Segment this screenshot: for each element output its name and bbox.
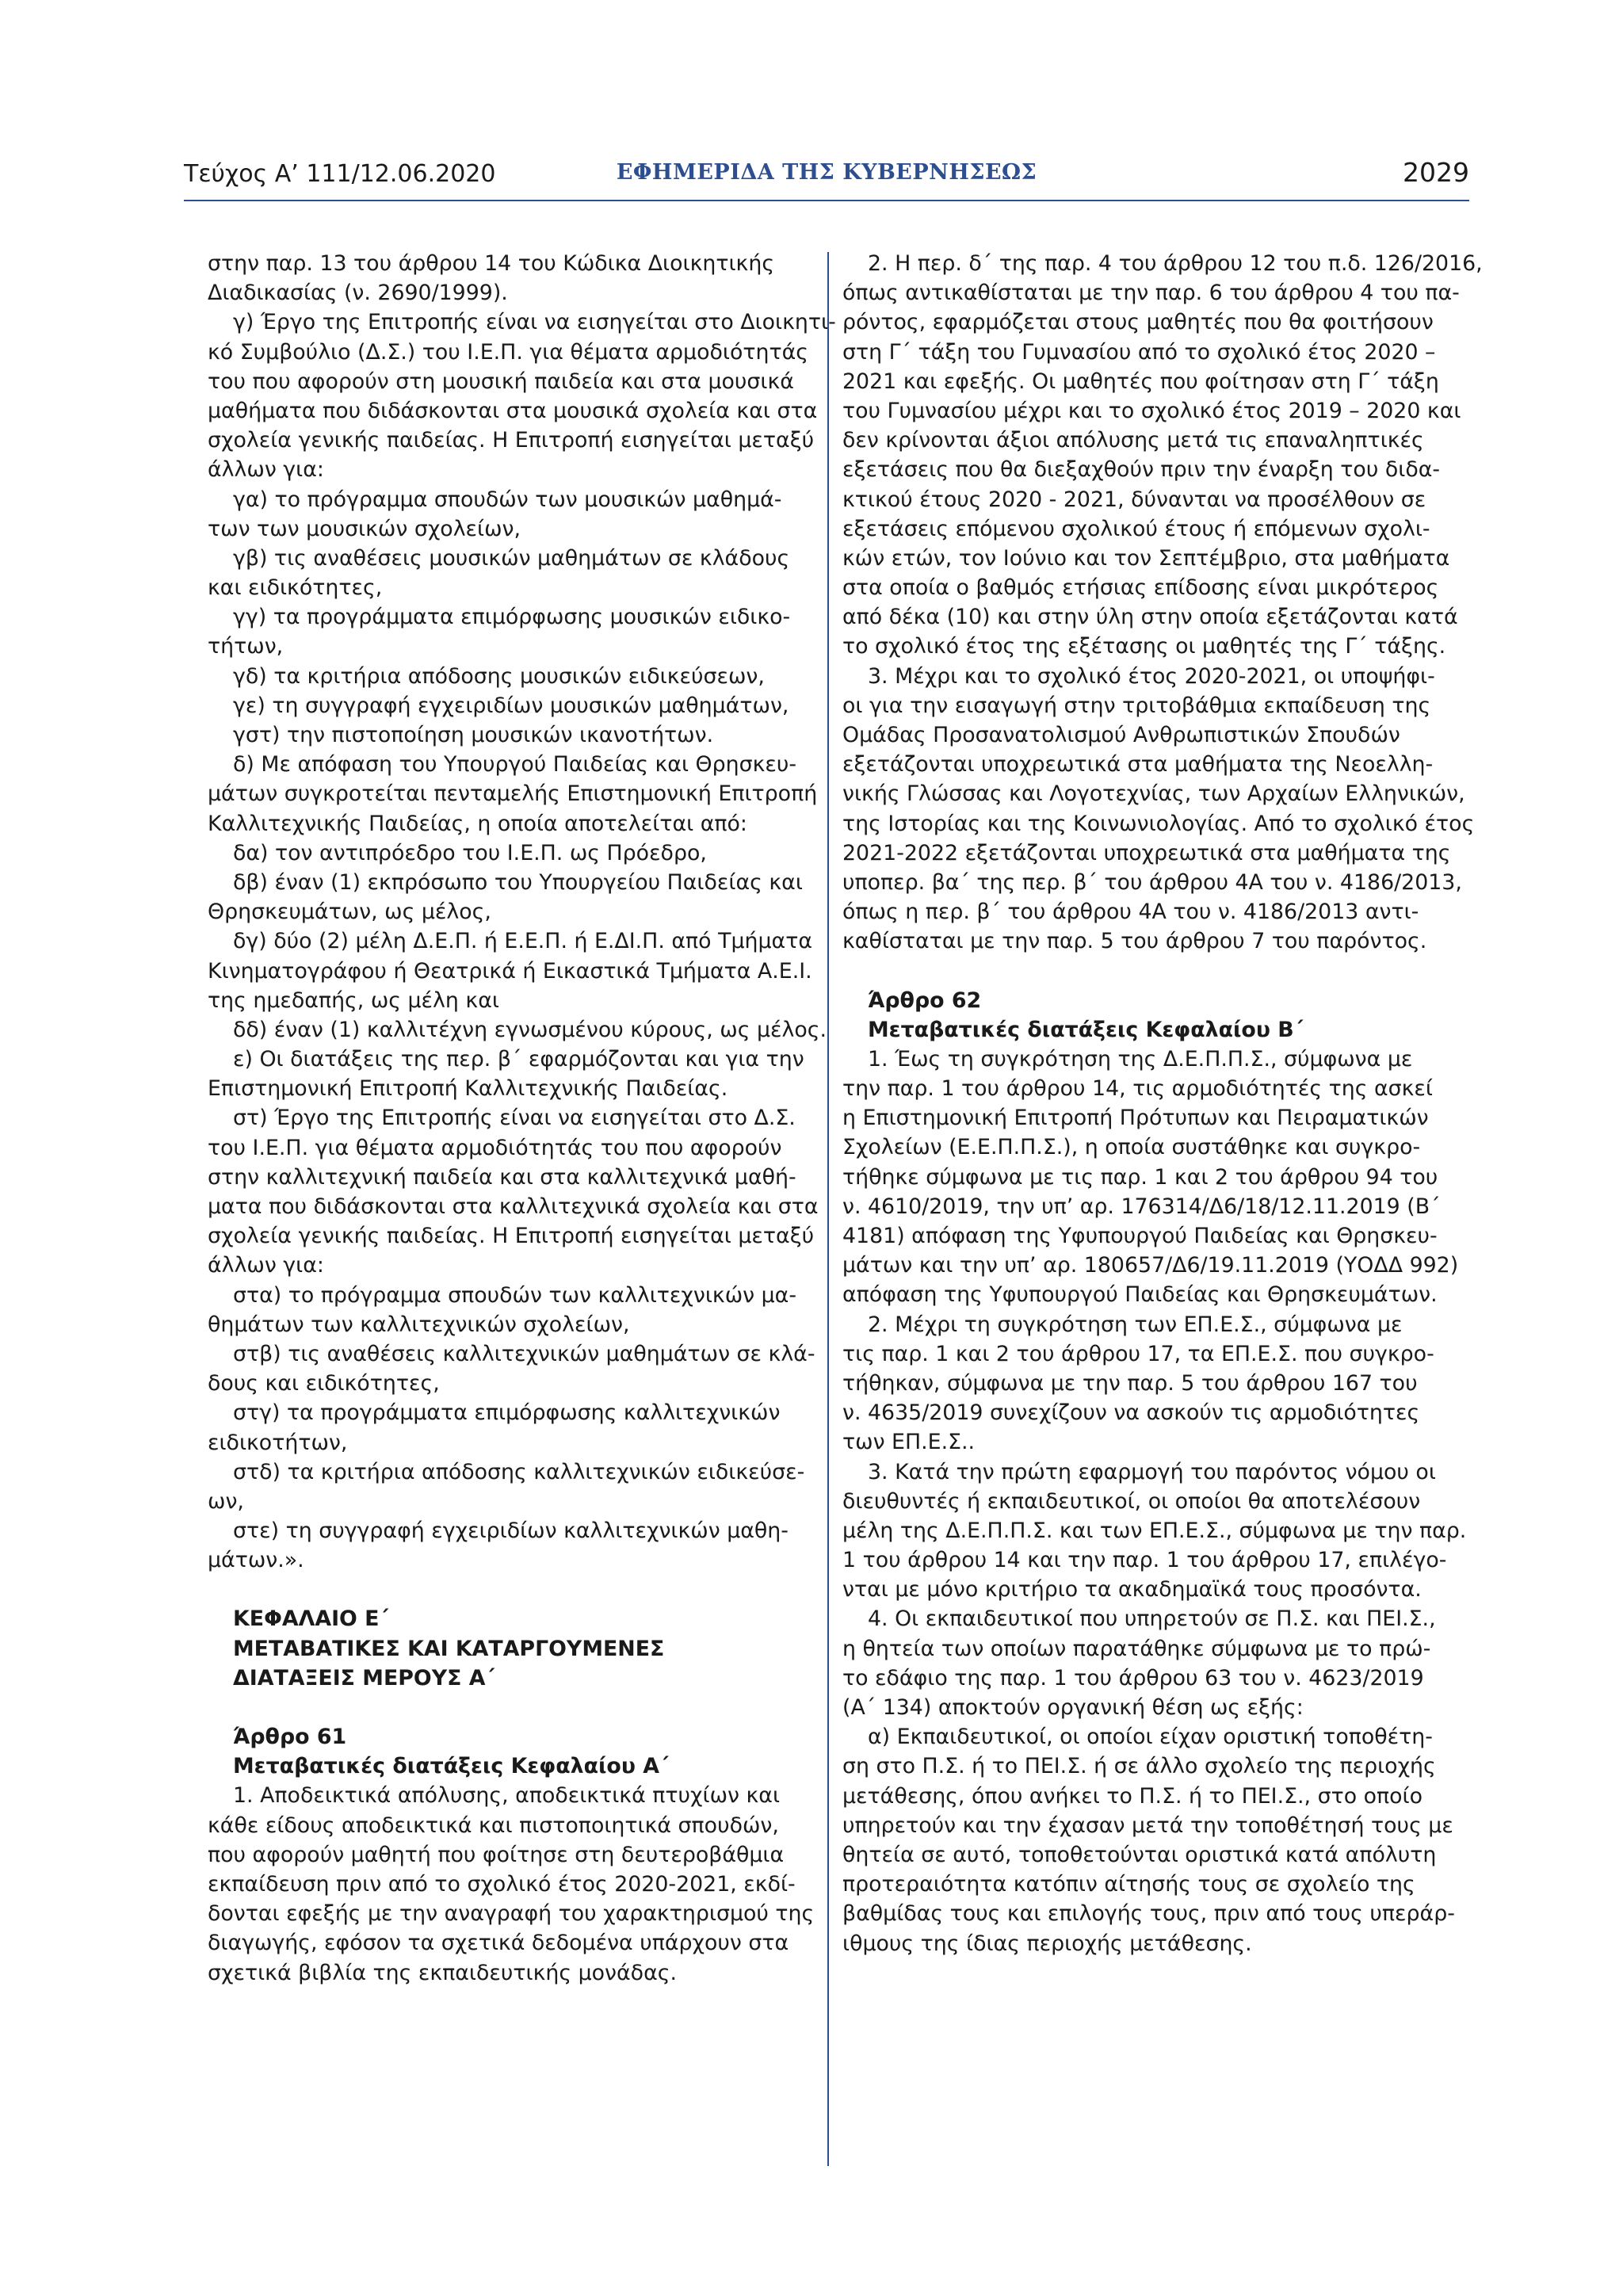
- text-line: σχολεία γενικής παιδείας. Η Επιτροπή εισηγείται μεταξύ: [208, 1224, 815, 1249]
- text-line: θημάτων των καλλιτεχνικών σχολείων,: [208, 1312, 630, 1337]
- text-line: όπως αντικαθίσταται με την παρ. 6 του άρθρου 4 του πα-: [842, 281, 1460, 306]
- text-line: μέλη της Δ.Ε.Π.Π.Σ. και των ΕΠ.Ε.Σ., σύμφωνα με την παρ.: [842, 1518, 1467, 1543]
- text-line: δ) Με απόφαση του Υπουργού Παιδείας και Θρησκευ-: [233, 752, 797, 777]
- spacer: [842, 957, 1446, 986]
- text-line: κό Συμβούλιο (Δ.Σ.) του Ι.Ε.Π. για θέματα αρμοδιότητάς: [208, 339, 808, 365]
- text-line: άλλων για:: [208, 457, 324, 483]
- text-line: δδ) έναν (1) καλλιτέχνη εγνωσμένου κύρους, ως μέλος.: [233, 1017, 827, 1042]
- text-line: α) Εκπαιδευτικοί, οι οποίοι είχαν οριστική τοποθέτη-: [868, 1725, 1433, 1750]
- text-line: στγ) τα προγράμματα επιμόρφωσης καλλιτεχνικών: [233, 1400, 781, 1426]
- text-line: Ομάδας Προσανατολισμού Ανθρωπιστικών Σπουδών: [842, 723, 1400, 747]
- section-heading: Μεταβατικές διατάξεις Κεφαλαίου Β΄: [868, 1017, 1304, 1042]
- text-line: στα) το πρόγραμμα σπουδών των καλλιτεχνικών μα-: [233, 1282, 797, 1308]
- text-line: στην παρ. 13 του άρθρου 14 του Κώδικα Διοικητικής: [208, 251, 775, 276]
- text-line: Καλλιτεχνικής Παιδείας, η οποία αποτελείται από:: [208, 811, 747, 836]
- text-line: διαγωγής, εφόσον τα σχετικά δεδομένα υπάρχουν στα: [208, 1931, 789, 1956]
- text-line: το εδάφιο της παρ. 1 του άρθρου 63 του ν. 4623/2019: [842, 1665, 1424, 1690]
- text-line: εξετάζονται υποχρεωτικά στα μαθήματα της Νεοελλη-: [842, 752, 1434, 777]
- right-column: [842, 249, 1483, 1958]
- text-line: 1. Έως τη συγκρότηση της Δ.Ε.Π.Π.Σ., σύμφωνα με: [868, 1046, 1413, 1072]
- text-line: μετάθεσης, όπου ανήκει το Π.Σ. ή το ΠΕΙ.Σ., στο οποίο: [842, 1783, 1423, 1809]
- column-divider: [827, 252, 829, 2166]
- text-line: 1. Αποδεικτικά απόλυσης, αποδεικτικά πτυχίων και: [233, 1783, 781, 1809]
- text-line: γστ) την πιστοποίηση μουσικών ικανοτήτων.: [233, 723, 714, 747]
- text-line: και ειδικότητες,: [208, 575, 383, 601]
- issue-label: Τεύχος Α’ 111/12.06.2020: [184, 160, 496, 188]
- section-heading: ΜΕΤΑΒΑΤΙΚΕΣ ΚΑΙ ΚΑΤΑΡΓΟΥΜΕΝΕΣ: [233, 1636, 665, 1661]
- text-line: μάτων και την υπ’ αρ. 180657/Δ6/19.11.2019 (ΥΟΔΔ 992): [842, 1253, 1459, 1278]
- text-line: υποπερ. βα΄ της περ. β΄ του άρθρου 4Α του ν. 4186/2013,: [842, 869, 1462, 895]
- text-line: τήτων,: [208, 634, 284, 659]
- text-line: γα) το πρόγραμμα σπουδών των μουσικών μαθημά-: [233, 487, 782, 512]
- gazette-title: ΕΦΗΜΕΡΙΔΑ ΤΗΣ ΚΥΒΕΡΝΗΣΕΩΣ: [616, 160, 1037, 185]
- text-line: γδ) τα κριτήρια απόδοσης μουσικών ειδικεύσεων,: [233, 663, 765, 689]
- text-line: η Επιστημονική Επιτροπή Πρότυπων και Πειραματικών: [842, 1106, 1429, 1131]
- text-line: οι για την εισαγωγή στην τριτοβάθμια εκπαίδευση της: [842, 693, 1431, 718]
- section-heading: ΔΙΑΤΑΞΕΙΣ ΜΕΡΟΥΣ Α΄: [233, 1665, 495, 1690]
- text-line: μαθήματα που διδάσκονται στα μουσικά σχολεία και στα: [208, 398, 818, 423]
- text-line: εκπαίδευση πριν από το σχολικό έτος 2020-2021, εκδί-: [208, 1871, 796, 1897]
- text-line: διευθυντές ή εκπαιδευτικοί, οι οποίοι θα αποτελέσουν: [842, 1488, 1421, 1514]
- text-line: όπως η περ. β΄ του άρθρου 4Α του ν. 4186/2013 αντι-: [842, 900, 1419, 925]
- text-line: των των μουσικών σχολείων,: [208, 516, 521, 541]
- text-line: Θρησκευμάτων, ως μέλος,: [208, 900, 491, 925]
- text-line: νται με μόνο κριτήριο τα ακαδημαϊκά τους προσόντα.: [842, 1577, 1422, 1603]
- text-line: 2021-2022 εξετάζονται υποχρεωτικά στα μαθήματα της: [842, 840, 1451, 865]
- left-column: [208, 249, 836, 1988]
- text-line: ε) Οι διατάξεις της περ. β΄ εφαρμόζονται και για την: [233, 1047, 804, 1072]
- text-line: καθίσταται με την παρ. 5 του άρθρου 7 του παρόντος.: [842, 929, 1427, 954]
- text-line: σχετικά βιβλία της εκπαιδευτικής μονάδας.: [208, 1960, 677, 1985]
- text-line: ματα που διδάσκονται στα καλλιτεχνικά σχολεία και στα: [208, 1194, 819, 1219]
- text-line: δονται εφεξής με την αναγραφή του χαρακτηρισμού της: [208, 1901, 815, 1927]
- text-line: από δέκα (10) και στην ύλη στην οποία εξετάζονται κατά: [842, 605, 1458, 630]
- text-line: προτεραιότητα κατόπιν αίτησής τους σε σχολείο της: [842, 1872, 1415, 1897]
- text-line: στε) τη συγγραφή εγχειριδίων καλλιτεχνικών μαθη-: [233, 1519, 789, 1544]
- text-line: Διαδικασίας (ν. 2690/1999).: [208, 281, 508, 306]
- text-line: 3. Μέχρι και το σχολικό έτος 2020-2021, οι υποψήφι-: [868, 663, 1435, 689]
- text-line: τήθηκε σύμφωνα με τις παρ. 1 και 2 του άρθρου 94 του: [842, 1164, 1438, 1190]
- text-line: δους και ειδικότητες,: [208, 1371, 440, 1396]
- text-line: σχολεία γενικής παιδείας. Η Επιτροπή εισηγείται μεταξύ: [208, 428, 815, 453]
- text-line: της ημεδαπής, ως μέλη και: [208, 988, 499, 1013]
- text-line: γβ) τις αναθέσεις μουσικών μαθημάτων σε κλάδους: [233, 545, 790, 571]
- text-line: γγ) τα προγράμματα επιμόρφωσης μουσικών ειδικο-: [233, 605, 791, 630]
- text-line: 3. Κατά την πρώτη εφαρμογή του παρόντος νόμου οι: [868, 1459, 1436, 1484]
- text-line: Σχολείων (Ε.Ε.Π.Π.Σ.), η οποία συστάθηκε και συγκρο-: [842, 1135, 1421, 1160]
- text-line: μάτων συγκροτείται πενταμελής Επιστημονική Επιτροπή: [208, 781, 818, 807]
- text-line: που αφορούν μαθητή που φοίτησε στη δευτεροβάθμια: [208, 1842, 785, 1867]
- text-line: του Ι.Ε.Π. για θέματα αρμοδιότητάς του που αφορούν: [208, 1135, 782, 1160]
- text-line: υπηρετούν και την έχασαν μετά την τοποθέτησή τους με: [842, 1813, 1453, 1838]
- text-line: δα) τον αντιπρόεδρο του Ι.Ε.Π. ως Πρόεδρο,: [233, 840, 707, 865]
- text-line: στα οποία ο βαθμός ετήσιας επίδοσης είναι μικρότερος: [842, 575, 1439, 601]
- text-line: γε) τη συγγραφή εγχειριδίων μουσικών μαθημάτων,: [233, 693, 789, 718]
- text-line: 2021 και εφεξής. Οι μαθητές που φοίτησαν στη Γ΄ τάξη: [842, 369, 1439, 394]
- text-line: κτικού έτους 2020 - 2021, δύνανται να προσέλθουν σε: [842, 487, 1426, 512]
- text-line: (Α΄ 134) αποκτούν οργανική θέση ως εξής:: [842, 1695, 1304, 1720]
- text-line: στ) Έργο της Επιτροπής είναι να εισηγείται στο Δ.Σ.: [233, 1106, 796, 1131]
- text-line: του που αφορούν στη μουσική παιδεία και στα μουσικά: [208, 369, 794, 394]
- header-divider: [184, 200, 1469, 201]
- text-line: την παρ. 1 του άρθρου 14, τις αρμοδιότητές της ασκεί: [842, 1076, 1433, 1102]
- section-heading: ΚΕΦΑΛΑΙΟ Ε΄: [233, 1606, 389, 1632]
- text-line: ρόντος, εφαρμόζεται στους μαθητές που θα φοιτήσουν: [842, 310, 1434, 335]
- text-line: ση στο Π.Σ. ή το ΠΕΙ.Σ. ή σε άλλο σχολείο της περιοχής: [842, 1754, 1436, 1779]
- section-heading: Μεταβατικές διατάξεις Κεφαλαίου Α΄: [233, 1754, 669, 1779]
- page-header: [184, 157, 1469, 197]
- text-line: δβ) έναν (1) εκπρόσωπο του Υπουργείου Παιδείας και: [233, 869, 803, 895]
- spacer: [208, 1693, 812, 1722]
- text-line: τις παρ. 1 και 2 του άρθρου 17, τα ΕΠ.Ε.Σ. που συγκρο-: [842, 1341, 1434, 1366]
- text-line: δγ) δύο (2) μέλη Δ.Ε.Π. ή Ε.Ε.Π. ή Ε.ΔΙ.Π. από Τμήματα: [233, 929, 812, 954]
- text-line: το σχολικό έτος της εξέτασης οι μαθητές της Γ΄ τάξης.: [842, 634, 1446, 659]
- text-line: δεν κρίνονται άξιοι απόλυσης μετά τις επαναληπτικές: [842, 428, 1424, 453]
- text-line: Κινηματογράφου ή Θεατρικά ή Εικαστικά Τμήματα Α.Ε.Ι.: [208, 958, 812, 984]
- text-line: μάτων.».: [208, 1548, 304, 1573]
- section-heading: Άρθρο 62: [868, 988, 982, 1013]
- text-line: ν. 4610/2019, την υπ’ αρ. 176314/Δ6/18/12.11.2019 (Β΄: [842, 1194, 1441, 1219]
- text-line: της Ιστορίας και της Κοινωνιολογίας. Από το σχολικό έτος: [842, 811, 1475, 836]
- text-line: θητεία σε αυτό, τοποθετούνται οριστικά κατά απόλυτη: [842, 1842, 1437, 1867]
- text-line: στη Γ΄ τάξη του Γυμνασίου από το σχολικό έτος 2020 –: [842, 339, 1436, 365]
- text-line: γ) Έργο της Επιτροπής είναι να εισηγείται στο Διοικητι-: [233, 310, 836, 335]
- text-line: βαθμίδας τους και επιλογής τους, πριν από τους υπεράρ-: [842, 1901, 1455, 1927]
- text-line: στην καλλιτεχνική παιδεία και στα καλλιτεχνικά μαθή-: [208, 1164, 796, 1190]
- text-line: στβ) τις αναθέσεις καλλιτεχνικών μαθημάτων σε κλά-: [233, 1341, 815, 1366]
- text-line: ειδικοτήτων,: [208, 1430, 348, 1455]
- text-line: τήθηκαν, σύμφωνα με την παρ. 5 του άρθρου 167 του: [842, 1370, 1418, 1396]
- text-line: άλλων για:: [208, 1253, 324, 1278]
- text-line: εξετάσεις επόμενου σχολικού έτους ή επόμενων σχολι-: [842, 516, 1430, 541]
- text-line: κάθε είδους αποδεικτικά και πιστοποιητικά σπουδών,: [208, 1813, 779, 1838]
- text-line: 2. Η περ. δ΄ της παρ. 4 του άρθρου 12 του π.δ. 126/2016,: [868, 251, 1483, 276]
- text-line: του Γυμνασίου μέχρι και το σχολικό έτος 2019 – 2020 και: [842, 398, 1461, 423]
- text-line: των ΕΠ.Ε.Σ..: [842, 1430, 976, 1455]
- text-line: η θητεία των οποίων παρατάθηκε σύμφωνα με το πρώ-: [842, 1636, 1431, 1661]
- text-line: ν. 4635/2019 συνεχίζουν να ασκούν τις αρμοδιότητες: [842, 1400, 1420, 1426]
- page-number: 2029: [1403, 157, 1469, 188]
- text-line: απόφαση της Υφυπουργού Παιδείας και Θρησκευμάτων.: [842, 1282, 1438, 1308]
- text-line: 4181) απόφαση της Υφυπουργού Παιδείας και Θρησκευ-: [842, 1224, 1438, 1248]
- text-line: 4. Οι εκπαιδευτικοί που υπηρετούν σε Π.Σ. και ΠΕΙ.Σ.,: [868, 1606, 1436, 1632]
- text-line: νικής Γλώσσας και Λογοτεχνίας, των Αρχαίων Ελληνικών,: [842, 781, 1465, 807]
- section-heading: Άρθρο 61: [233, 1725, 347, 1749]
- text-line: στδ) τα κριτήρια απόδοσης καλλιτεχνικών ειδικεύσε-: [233, 1459, 805, 1484]
- text-line: 1 του άρθρου 14 και την παρ. 1 του άρθρου 17, επιλέγο-: [842, 1548, 1447, 1573]
- text-line: κών ετών, τον Ιούνιο και τον Σεπτέμβριο, στα μαθήματα: [842, 545, 1450, 571]
- text-line: 2. Μέχρι τη συγκρότηση των ΕΠ.Ε.Σ., σύμφωνα με: [868, 1312, 1403, 1337]
- text-line: ων,: [208, 1488, 244, 1514]
- text-line: Επιστημονική Επιτροπή Καλλιτεχνικής Παιδείας.: [208, 1076, 728, 1102]
- spacer: [208, 1575, 812, 1604]
- text-line: ιθμους της ίδιας περιοχής μετάθεσης.: [842, 1931, 1252, 1956]
- text-line: εξετάσεις που θα διεξαχθούν πριν την έναρξη του διδα-: [842, 457, 1441, 483]
